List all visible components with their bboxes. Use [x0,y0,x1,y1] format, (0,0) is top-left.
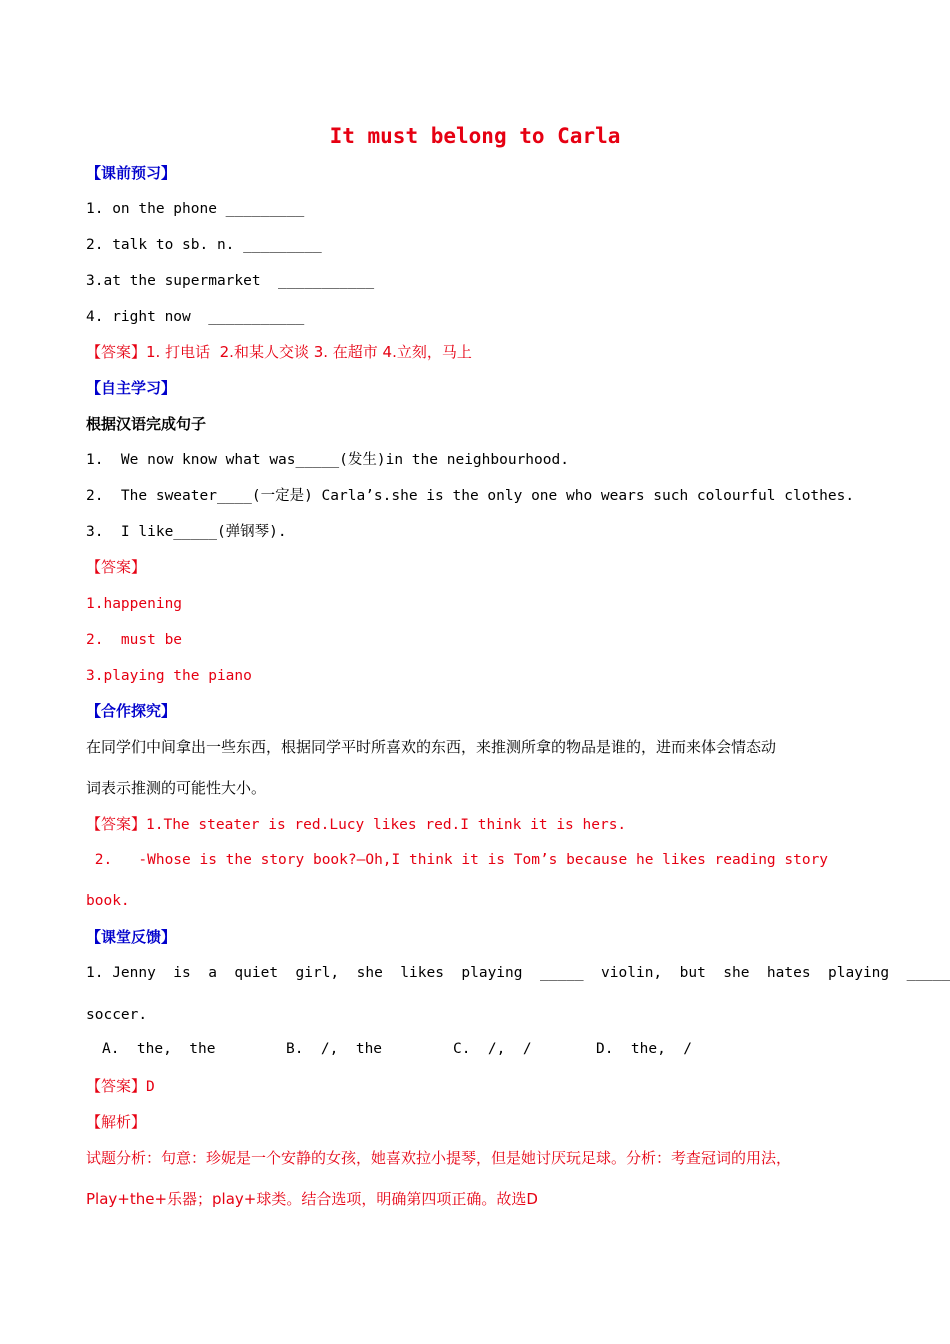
answer-label: 【答案】 [86,815,147,833]
answer-text: 1.The steater is red.Lucy likes red.I think it is hers. [146,817,627,833]
section-header-self-study: 【自主学习】 [86,379,177,397]
option-d: D. the, / [596,1041,693,1057]
section-header-feedback: 【课堂反馈】 [86,928,177,946]
option-a: A. the, the [102,1041,216,1057]
option-b: B. /, the [286,1041,383,1057]
cooperation-answer-line-2: 2. -Whose is the story book?—Oh,I think it is Tom’s because he likes reading story [86,852,829,868]
section-header-preview: 【课前预习】 [86,164,177,182]
answer-label: 【答案】 [86,343,147,361]
feedback-question-line-1: 1. Jenny is a quiet girl, she likes playing _____ violin, but she hates playing _____ [86,965,950,981]
preview-item-2: 2. talk to sb. n. _________ [86,237,322,253]
analysis-line-1: 试题分析：句意：珍妮是一个安静的女孩，她喜欢拉小提琴，但是她讨厌玩足球。分析：考查冠词的用法， [86,1149,792,1167]
preview-item-3: 3.at the supermarket ___________ [86,273,375,289]
self-study-item-1: 1. We now know what was_____(发生)in the neighbourhood. [86,452,569,468]
feedback-answer [86,1076,155,1097]
self-study-item-2: 2. The sweater____(一定是) Carla’s.she is the only one who wears such colourful clothes. [86,488,855,504]
preview-item-1: 1. on the phone _________ [86,201,305,217]
section-subheader: 根据汉语完成句子 [86,415,207,433]
preview-answer [86,342,472,362]
self-study-answer-1: 1.happening [86,596,183,612]
analysis-header: 【解析】 [86,1113,147,1131]
analysis-line-2: Play+the+乐器；play+球类。结合选项，明确第四项正确。故选D [86,1190,538,1208]
preview-item-4: 4. right now ___________ [86,309,305,325]
cooperation-answer-line-3: book. [86,893,130,909]
self-study-answer-3: 3.playing the piano [86,668,252,684]
self-study-item-3: 3. I like_____(弹钢琴). [86,524,287,540]
cooperation-paragraph-line-2: 词表示推测的可能性大小。 [86,779,267,797]
section-header-cooperation: 【合作探究】 [86,702,177,720]
page-title: It must belong to Carla [329,124,621,148]
cooperation-answer-line-1 [86,814,626,835]
option-c: C. /, / [453,1041,532,1057]
answer-text: 1. 打电话 2.和某人交谈 3. 在超市 4.立刻，马上 [146,343,472,361]
self-study-answer-2: 2. must be [86,632,183,648]
answer-label: 【答案】 [86,1077,147,1095]
self-study-answer-label: 【答案】 [86,558,147,576]
feedback-question-line-2: soccer. [86,1007,148,1023]
cooperation-paragraph-line-1: 在同学们中间拿出一些东西，根据同学平时所喜欢的东西，来推测所拿的物品是谁的，进而来体会情态动 [86,738,777,756]
answer-value: D [146,1079,155,1095]
